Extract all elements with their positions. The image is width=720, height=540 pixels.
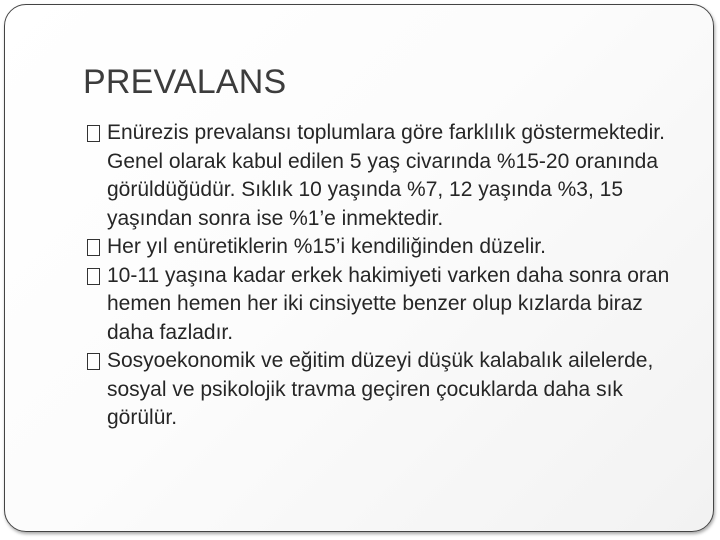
square-bullet-icon bbox=[87, 353, 100, 370]
bullet-text: Her yıl enüretiklerin %15’i kendiliğinden düzelir. bbox=[107, 235, 546, 258]
bullet-item bbox=[85, 347, 695, 433]
bullet-item bbox=[85, 119, 695, 233]
slide-frame bbox=[4, 4, 714, 532]
bullet-text: 10-11 yaşına kadar erkek hakimiyeti varken daha sonra oran hemen hemen her iki cinsiyette benzer olup kızlarda biraz daha fazladır. bbox=[107, 263, 670, 344]
square-bullet-icon bbox=[87, 239, 100, 256]
square-bullet-icon bbox=[87, 125, 100, 142]
square-bullet-icon bbox=[87, 268, 100, 285]
slide-title: PREVALANS bbox=[83, 63, 287, 101]
bullet-item bbox=[85, 233, 695, 262]
bullet-text: Sosyoekonomik ve eğitim düzeyi düşük kalabalık ailelerde, sosyal ve psikolojik travma geçiren çocuklarda daha sık görülür. bbox=[107, 349, 654, 429]
bullet-list bbox=[85, 119, 695, 433]
bullet-text: Enürezis prevalansı toplumlara göre farklılık göstermektedir. Genel olarak kabul edilen 5 yaş civarında %15-20 oranında görüldüğüdür. Sıklık 10 yaşında %7, 12 yaşında %3, 15 yaşından sonra ise %1’e inmektedir. bbox=[107, 121, 665, 230]
bullet-item bbox=[85, 262, 695, 348]
